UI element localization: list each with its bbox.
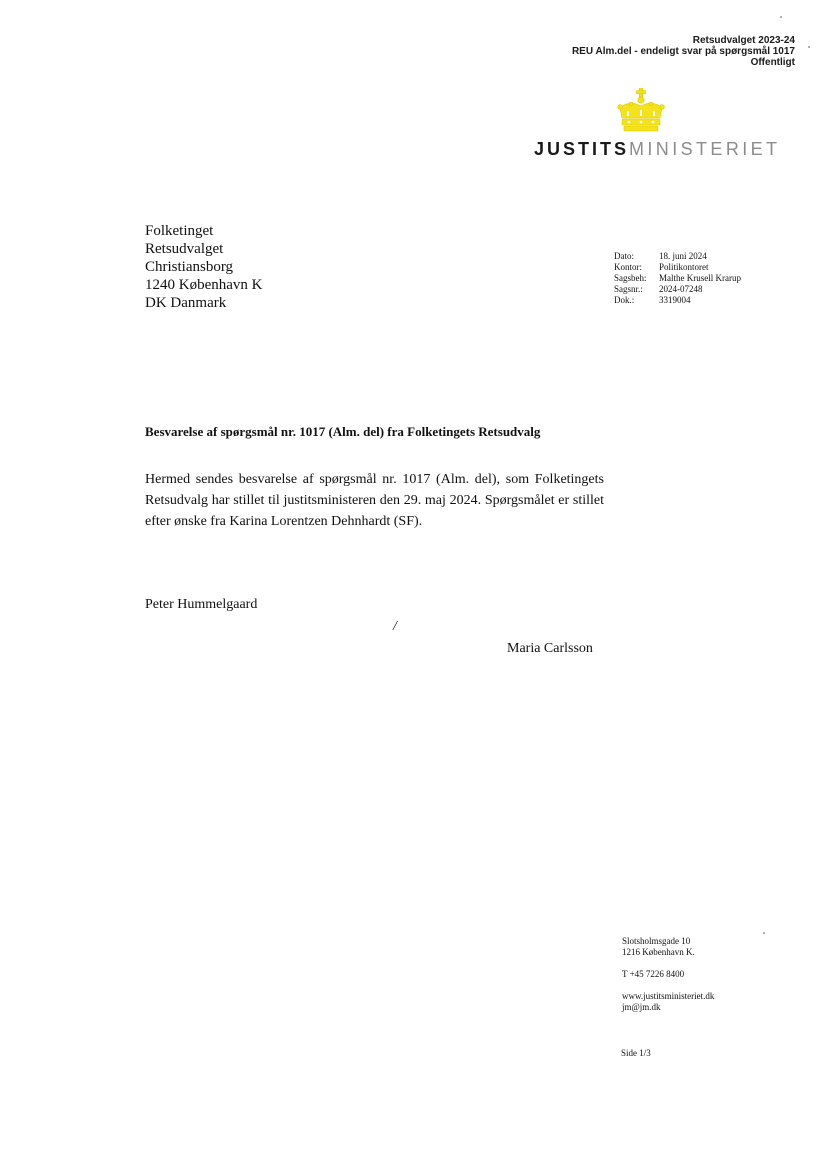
case-metadata: [614, 251, 741, 306]
meta-value: Politikontoret: [659, 262, 709, 272]
wordmark-light: MINISTERIET: [629, 139, 781, 159]
meta-row: [614, 273, 741, 284]
letter-body: [145, 469, 604, 532]
phone-number: T +45 7226 8400: [622, 969, 685, 979]
signature-official: Maria Carlsson: [507, 641, 593, 656]
scan-speck: [763, 932, 765, 934]
signature-minister: Peter Hummelgaard: [145, 597, 258, 612]
wordmark-bold: JUSTITS: [534, 139, 630, 159]
signature-separator: /: [393, 619, 397, 634]
meta-row: [614, 262, 741, 273]
meta-label: Dato:: [614, 251, 634, 261]
letter-subject: Besvarelse af spørgsmål nr. 1017 (Alm. del) fra Folketingets Retsudvalg: [145, 424, 541, 439]
page-number: Side 1/3: [621, 1048, 651, 1058]
scan-speck: [808, 46, 810, 48]
crown-icon: [616, 88, 666, 134]
meta-label: Sagsnr.:: [614, 284, 643, 294]
meta-row: [614, 295, 741, 306]
website-link[interactable]: www.justitsministeriet.dk: [622, 991, 715, 1001]
recipient-line: Christiansborg: [145, 259, 234, 275]
meta-value: 2024-07248: [659, 284, 703, 294]
recipient-line: DK Danmark: [145, 295, 227, 311]
email-link[interactable]: jm@jm.dk: [622, 1002, 661, 1012]
meta-label: Sagsbeh:: [614, 273, 647, 283]
meta-label: Kontor:: [614, 262, 642, 272]
ministry-contact: [622, 936, 714, 1013]
meta-row: [614, 284, 741, 295]
stamp-reference: REU Alm.del - endeligt svar på spørgsmål 1017: [571, 46, 795, 57]
meta-value: 18. juni 2024: [659, 251, 707, 261]
meta-value: 3319004: [659, 295, 691, 305]
parliament-stamp: [572, 35, 795, 68]
stamp-status: Offentligt: [750, 57, 795, 68]
body-paragraph: Hermed sendes besvarelse af spørgsmål nr. 1017 (Alm. del), som Folketingets Retsudvalg har stillet til justitsministeren den 29. maj 2024. Spørgsmålet er stillet efter ønske fra Karina Lorentzen Dehnhardt (SF).: [145, 472, 604, 529]
ministry-wordmark: [534, 138, 780, 160]
stamp-committee: Retsudvalget 2023-24: [692, 35, 795, 46]
meta-label: Dok.:: [614, 295, 635, 305]
meta-row: [614, 251, 741, 262]
meta-value: Malthe Krusell Krarup: [659, 273, 741, 283]
recipient-line: Folketinget: [145, 223, 214, 239]
address-city: 1216 København K.: [622, 947, 695, 957]
recipient-line: Retsudvalget: [145, 241, 224, 257]
recipient-line: 1240 København K: [145, 277, 263, 293]
scan-speck: [780, 16, 782, 18]
address-street: Slotsholmsgade 10: [622, 936, 691, 946]
recipient-address: [145, 222, 262, 312]
